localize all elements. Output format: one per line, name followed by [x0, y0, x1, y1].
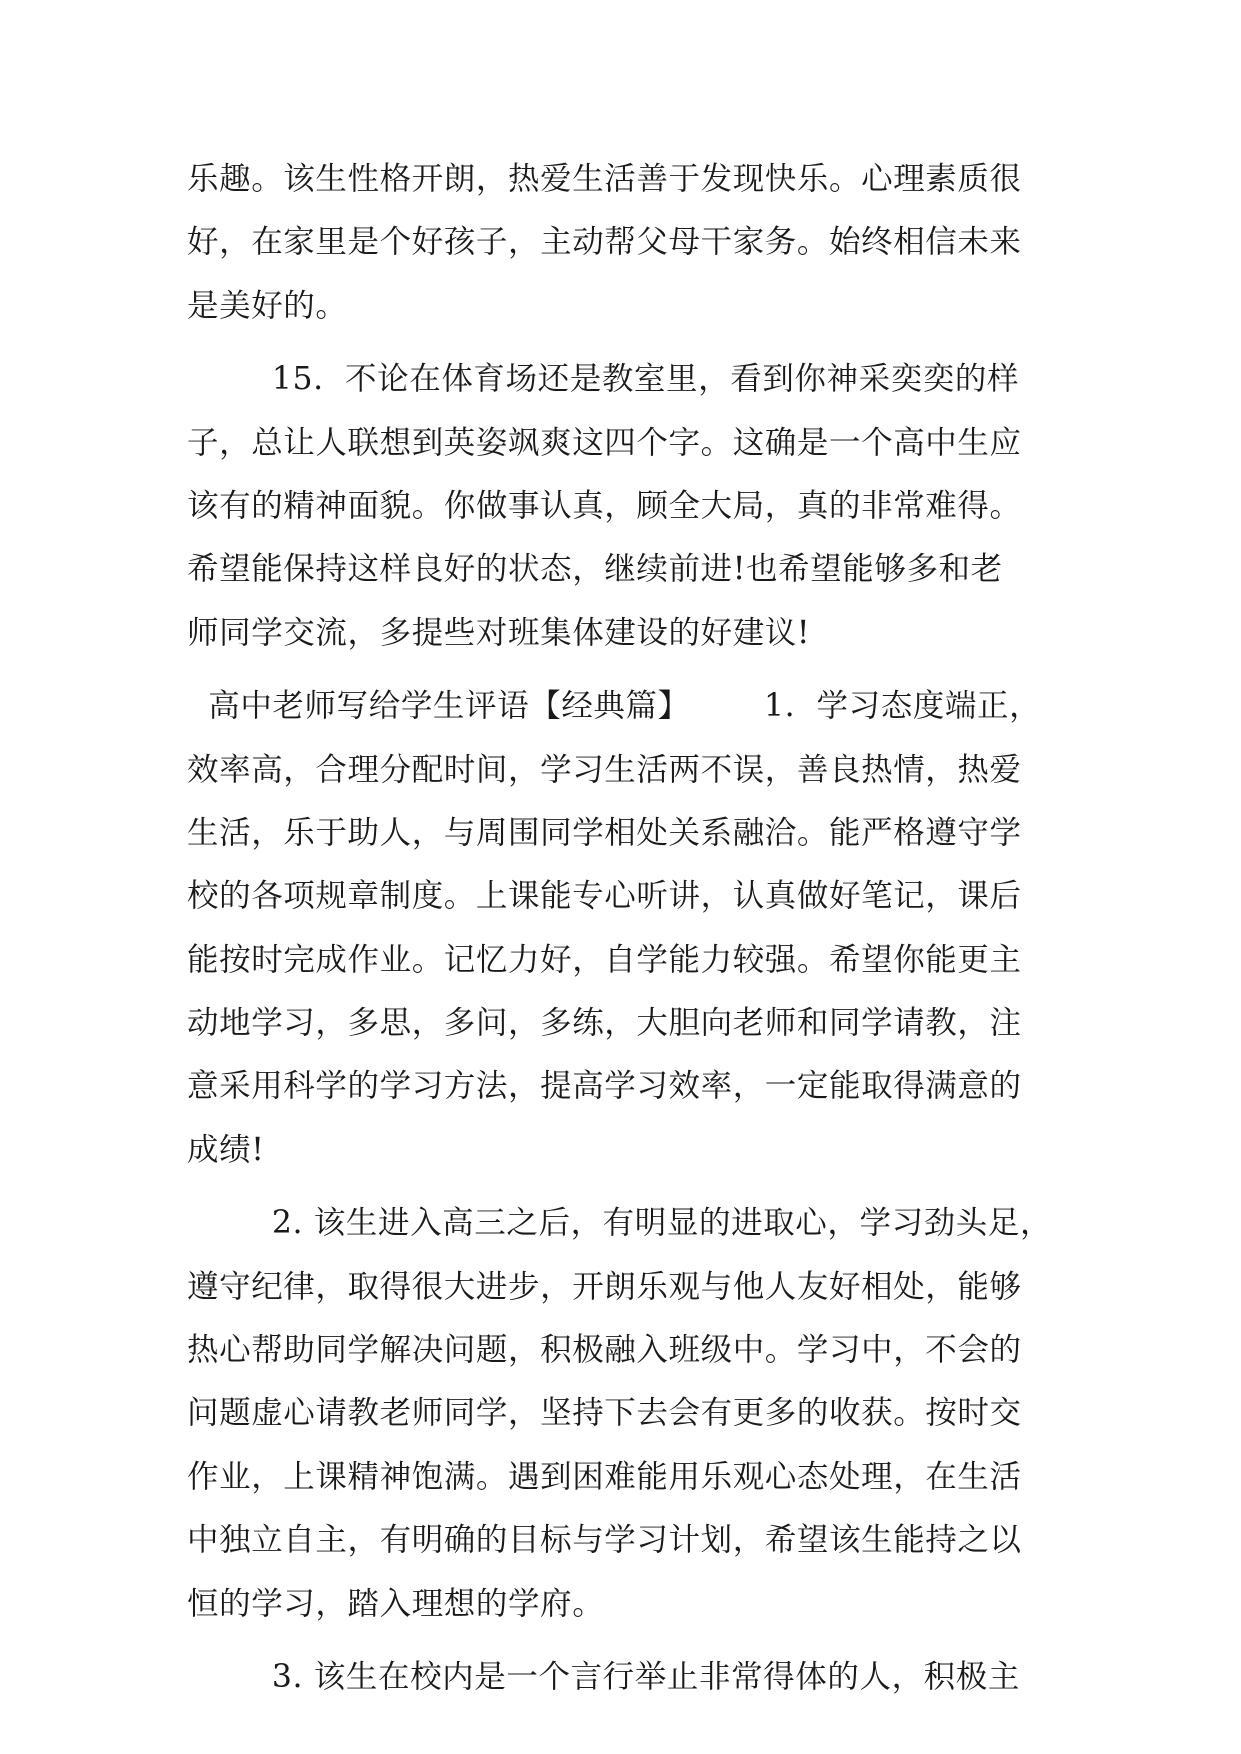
text-line: 师同学交流，多提些对班集体建设的好建议! [187, 614, 811, 651]
section-heading-line: 高中老师写给学生评语【经典篇】 1. 学习态度端正， [187, 688, 1042, 725]
text-line: 校的各项规章制度。上课能专心听讲，认真做好笔记，课后 [187, 878, 1022, 915]
text-line: 是美好的。 [187, 287, 348, 324]
text-line: 作业，上课精神饱满。遇到困难能用乐观心态处理，在生活 [187, 1458, 1022, 1495]
text-line: 3. 该生在校内是一个言行举止非常得体的人，积极主 [187, 1658, 1020, 1695]
text-line: 中独立自主，有明确的目标与学习计划，希望该生能持之以 [187, 1522, 1022, 1559]
text-line: 15. 不论在体育场还是教室里，看到你神采奕奕的样 [187, 361, 1020, 398]
paragraph-1 [187, 148, 1055, 338]
text-line: 意采用科学的学习方法，提高学习效率，一定能取得满意的 [187, 1068, 1022, 1105]
text-line: 好，在家里是个好孩子，主动帮父母干家务。始终相信未来 [187, 224, 1022, 261]
text-line: 能按时完成作业。记忆力好，自学能力较强。希望你能更主 [187, 941, 1022, 978]
text-line: 恒的学习，踏入理想的学府。 [187, 1585, 605, 1622]
document-body [187, 148, 1055, 1709]
paragraph-3 [187, 1646, 1055, 1709]
text-line: 子，总让人联想到英姿飒爽这四个字。这确是一个高中生应 [187, 424, 1022, 461]
paragraph-2 [187, 1192, 1055, 1636]
paragraph-15 [187, 348, 1055, 665]
text-line: 生活，乐于助人，与周围同学相处关系融洽。能严格遵守学 [187, 814, 1022, 851]
text-line: 问题虚心请教老师同学，坚持下去会有更多的收获。按时交 [187, 1395, 1022, 1432]
text-line: 遵守纪律，取得很大进步，开朗乐观与他人友好相处，能够 [187, 1268, 1022, 1305]
paragraph-classic-1 [187, 675, 1055, 1182]
text-line: 效率高，合理分配时间，学习生活两不误，善良热情，热爱 [187, 751, 1022, 788]
text-line: 该有的精神面貌。你做事认真，顾全大局，真的非常难得。 [187, 487, 1022, 524]
text-line: 成绩! [187, 1131, 265, 1168]
text-line: 热心帮助同学解决问题，积极融入班级中。学习中，不会的 [187, 1332, 1022, 1369]
text-line: 动地学习，多思，多问，多练，大胆向老师和同学请教，注 [187, 1005, 1022, 1042]
text-line: 乐趣。该生性格开朗，热爱生活善于发现快乐。心理素质很 [187, 161, 1022, 197]
text-line: 希望能保持这样良好的状态，继续前进!也希望能够多和老 [187, 551, 1003, 588]
text-line: 2. 该生进入高三之后，有明显的进取心，学习劲头足， [187, 1205, 1053, 1242]
